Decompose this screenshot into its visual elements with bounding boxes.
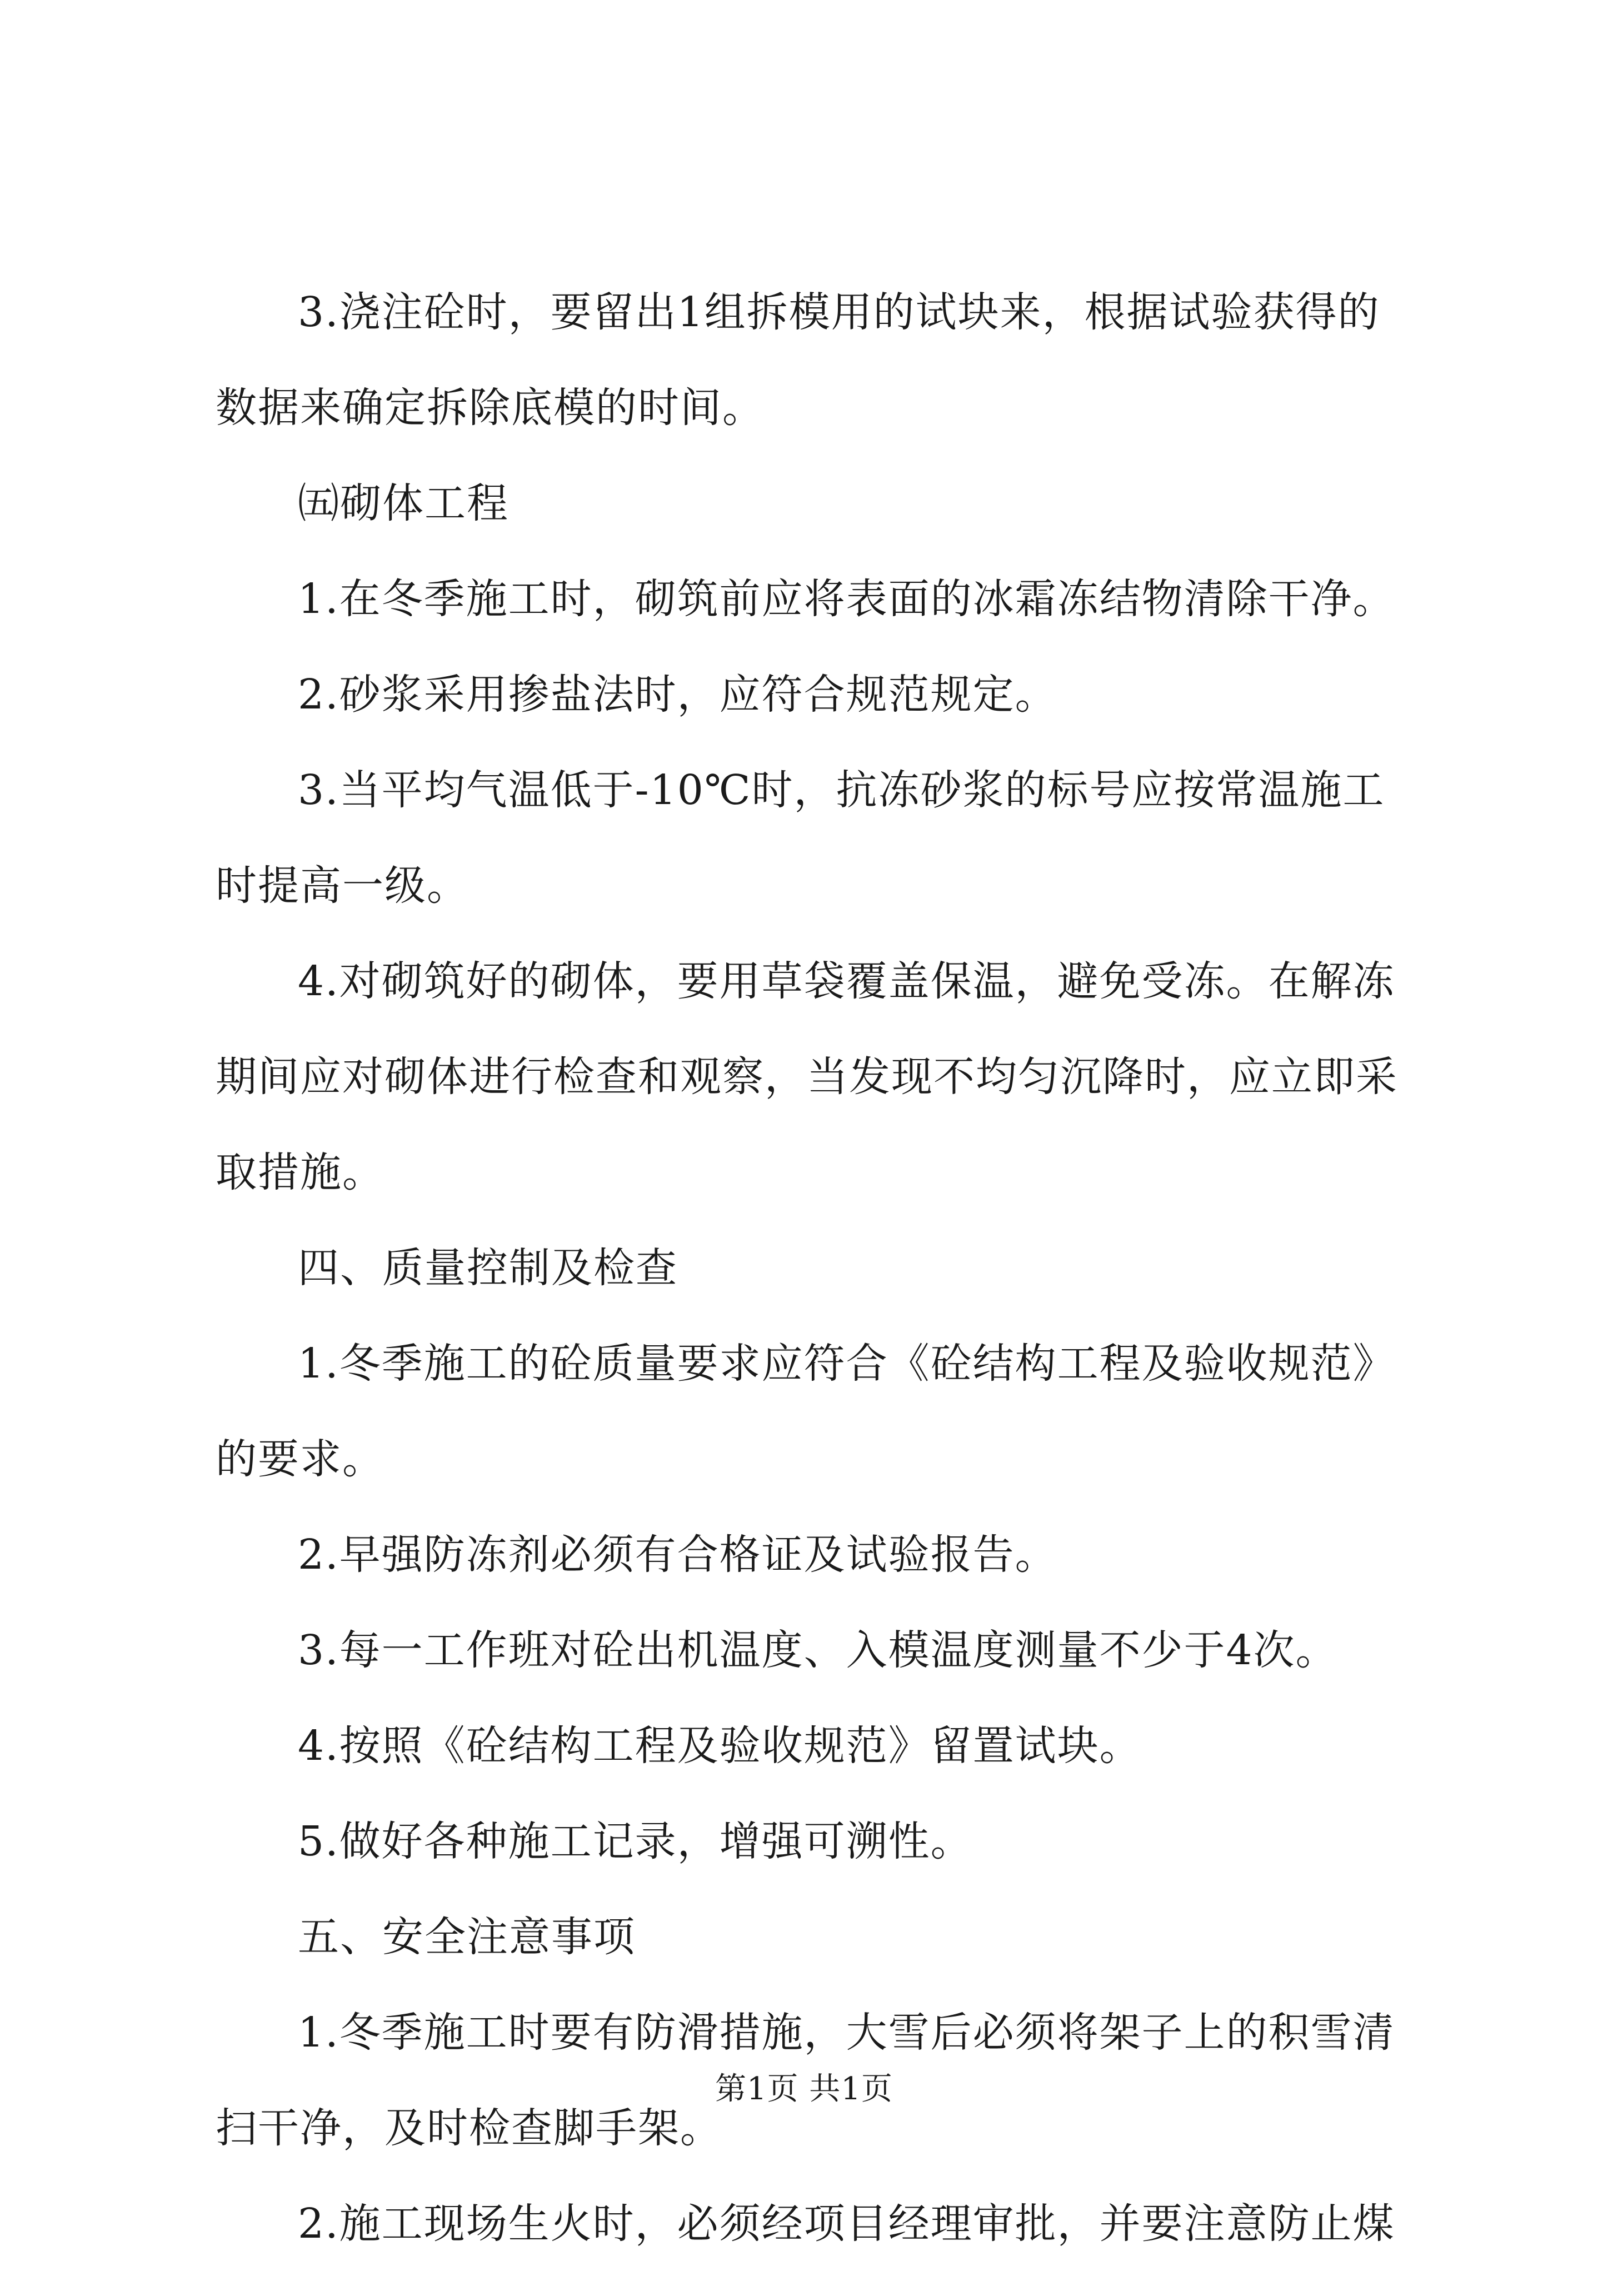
text-line: 2.早强防冻剂必须有合格证及试验报告。: [298, 1531, 1057, 1579]
text-line: 1.在冬季施工时，砌筑前应将表面的冰霜冻结物清除干净。: [298, 575, 1395, 623]
text-line: 数据来确定拆除底模的时间。: [216, 384, 765, 432]
text-line: 五、安全注意事项: [298, 1913, 636, 1961]
text-line: 1.冬季施工时要有防滑措施，大雪后必须将架子上的积雪清: [298, 2009, 1395, 2057]
text-line: 3.浇注砼时，要留出1组拆模用的试块来，根据试验获得的: [298, 288, 1380, 336]
text-line: 时提高一级。: [216, 862, 469, 910]
text-line: 5.做好各种施工记录，增强可溯性。: [298, 1818, 973, 1865]
text-line: ㈤砌体工程: [298, 480, 509, 527]
text-line: 3.每一工作班对砼出机温度、入模温度测量不少于4次。: [298, 1626, 1338, 1674]
text-line: 2.砂浆采用掺盐法时，应符合规范规定。: [298, 671, 1057, 718]
text-line: 2.施工现场生火时，必须经项目经理审批，并要注意防止煤: [298, 2200, 1395, 2248]
text-line: 4.按照《砼结构工程及验收规范》留置试块。: [298, 1722, 1142, 1770]
document-body: [216, 289, 1405, 2296]
text-line: 4.对砌筑好的砌体，要用草袋覆盖保温，避免受冻。在解冻: [298, 957, 1395, 1005]
text-line: 四、质量控制及检查: [298, 1244, 678, 1292]
page-footer: 第1页 共1页: [715, 2071, 893, 2107]
text-line: 取措施。: [216, 1149, 384, 1196]
text-line: 1.冬季施工的砼质量要求应符合《砼结构工程及验收规范》: [298, 1340, 1395, 1387]
text-line: 3.当平均气温低于-10℃时，抗冻砂浆的标号应按常温施工: [298, 766, 1385, 814]
text-line: 扫干净，及时检查脚手架。: [216, 2104, 722, 2152]
text-line: 的要求。: [216, 1435, 384, 1483]
text-line: 期间应对砌体进行检查和观察，当发现不均匀沉降时，应立即采: [216, 1053, 1398, 1101]
